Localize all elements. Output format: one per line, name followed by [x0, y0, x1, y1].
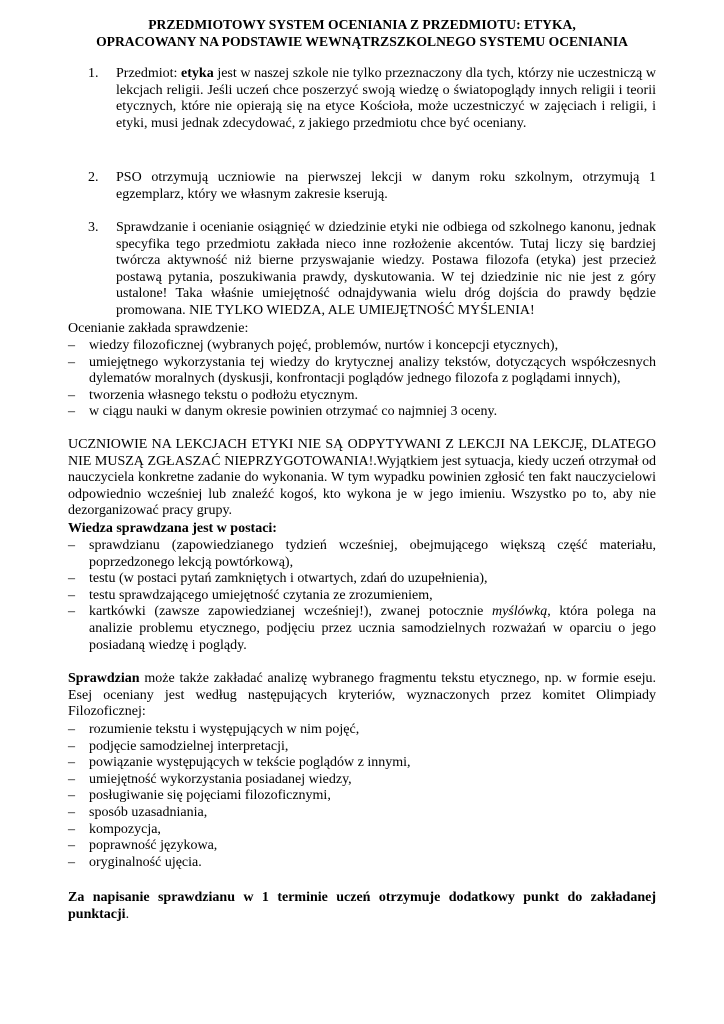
list-item: – posługiwanie się pojęciami filozoficznymi,	[68, 788, 331, 804]
document-title	[60, 16, 664, 50]
list-item: – poprawność językowa,	[68, 838, 218, 854]
forms-heading: Wiedza sprawdzana jest w postaci:	[68, 521, 277, 536]
criteria-list	[68, 722, 656, 871]
bonus-paragraph: Za napisanie sprawdzianu w 1 terminie uczeń otrzymuje dodatkowy punkt do zakładanej punktacji.	[68, 890, 656, 922]
subject-name: etyka	[181, 66, 214, 81]
list-item: – kompozycja,	[68, 821, 161, 837]
essay-paragraph: Sprawdzian może także zakładać analizę wybranego fragmentu tekstu etycznego, np. w formie eseju. Esej oceniany jest według następujących kryteriów, wyznaczonych przez komitet Olimpiady Filozoficznej:	[68, 671, 656, 720]
numbered-item-2	[88, 170, 656, 203]
item-number: 1.	[88, 66, 99, 81]
essay-bold: Sprawdzian	[68, 671, 140, 686]
title-line-2: OPRACOWANY NA PODSTAWIE WEWNĄTRZSZKOLNEGO SYSTEMU OCENIANIA	[96, 34, 628, 49]
list-item: – podjęcie samodzielnej interpretacji,	[68, 738, 289, 754]
myslowka-term: myślówką	[491, 604, 548, 620]
numbered-item-3	[88, 220, 656, 320]
item-number: 2.	[88, 170, 99, 185]
item-text: PSO otrzymują uczniowie na pierwszej lekcji w danym roku szkolnym, otrzymują 1 egzemplarz, który we własnym zakresie kserują.	[116, 170, 656, 202]
list-item: – powiązanie występujących w tekście poglądów z innymi,	[68, 755, 411, 771]
list-item: – kartkówki (zawsze zapowiedzianej wcześniej!), zwanej potocznie myślówką, która polega na analizie problemu etycznego, podjęciu przez ucznia samodzielnych rozważań w oparciu o jego posiadaną wiedzę i poglądy.	[68, 604, 657, 653]
item-number: 3.	[88, 220, 99, 235]
title-line-1: PRZEDMIOTOWY SYSTEM OCENIANIA Z PRZEDMIOTU: ETYKA,	[148, 17, 576, 32]
numbered-item-1	[88, 66, 656, 132]
forms-list	[68, 538, 656, 654]
unprepared-caps: UCZNIOWIE NA LEKCJACH ETYKI NIE SĄ ODPYTYWANI Z LEKCJI NA LEKCJĘ, DLATEGO NIE MUSZĄ ZGŁASZAĆ NIEPRZYGOTOWANIA!.	[68, 437, 656, 469]
item-text: Przedmiot: etyka jest w naszej szkole nie tylko przeznaczony dla tych, którzy nie uczestniczą w lekcjach religii. Jeśli uczeń chce poszerzyć swoją wiedzę o światopoglądy innych religii i teorii etycznych, które nie opierają się na etyce Kościoła, może uczestniczyć w zajęciach i religii, i etyki, musi jednak zdecydować, z jakiego przedmiotu chce być oceniany.	[116, 66, 656, 131]
list-item: – tworzenia własnego tekstu o podłożu etycznym.	[68, 387, 359, 403]
list-item: – oryginalność ujęcia.	[68, 854, 202, 870]
list-item: – w ciągu nauki w danym okresie powinien otrzymać co najmniej 3 oceny.	[68, 404, 498, 420]
list-item: – sposób uzasadniania,	[68, 804, 208, 820]
list-item: – umiejętnego wykorzystania tej wiedzy do krytycznej analizy tekstów, dotyczących współczesnych dylematów moralnych (dyskusji, konfrontacji poglądów jednego filozofa z poglądami innych),	[68, 354, 656, 387]
unprepared-paragraph: UCZNIOWIE NA LEKCJACH ETYKI NIE SĄ ODPYTYWANI Z LEKCJI NA LEKCJĘ, DLATEGO NIE MUSZĄ ZGŁASZAĆ NIEPRZYGOTOWANIA!.Wyjątkiem jest sytuacja, kiedy uczeń otrzymał od nauczyciela konkretne zadanie do wykonania. W tym wypadku powinien zgłosić ten fakt nauczycielowi odpowiednio wcześniej lub znaleźć kogoś, kto wykona je w jego imieniu. Wszystko po to, aby nie dezorganizować pracy grupy.	[68, 437, 656, 519]
assessment-list	[68, 338, 656, 421]
assessment-intro: Ocenianie zakłada sprawdzenie:	[68, 321, 249, 336]
list-item: – testu (w postaci pytań zamkniętych i otwartych, zdań do uzupełnienia),	[68, 571, 488, 587]
list-item: – umiejętność wykorzystania posiadanej wiedzy,	[68, 771, 352, 787]
list-item: – testu sprawdzającego umiejętność czytania ze zrozumieniem,	[68, 587, 433, 603]
list-item: – rozumienie tekstu i występujących w nim pojęć,	[68, 722, 360, 737]
item-text: Sprawdzanie i ocenianie osiągnięć w dziedzinie etyki nie odbiega od szkolnego kanonu, jednak specyfika tego przedmiotu zakłada nieco inne rozłożenie akcentów. Tutaj liczy się bardziej twórcza aktywność niż bierne przyswajanie wiedzy. Postawa filozofa (etyka) jest przecież postawą pytania, poszukiwania prawdy, dyskutowania. W tej dziedzinie nic nie jest z góry ustalone! Taka właśnie umiejętność odnajdywania wielu dróg dojścia do prawdy będzie promowana. NIE TYLKO WIEDZA, ALE UMIEJĘTNOŚĆ MYŚLENIA!	[116, 220, 656, 318]
list-item: – sprawdzianu (zapowiedzianego tydzień wcześniej, obejmującego większą część materiału, poprzedzonego lekcją powtórkową),	[68, 538, 656, 570]
list-item: – wiedzy filozoficznej (wybranych pojęć, problemów, nurtów i koncepcji etycznych),	[68, 338, 559, 353]
